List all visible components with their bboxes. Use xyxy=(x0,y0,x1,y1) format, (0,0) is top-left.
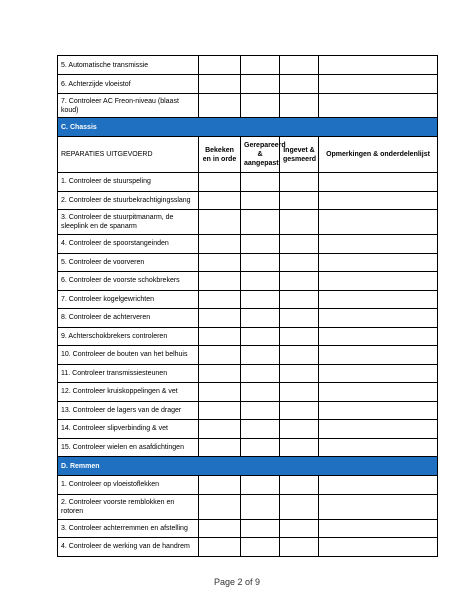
remarks-cell[interactable] xyxy=(319,327,438,346)
item-label: 13. Controleer de lagers van de drager xyxy=(58,401,199,420)
remarks-cell[interactable] xyxy=(319,56,438,75)
table-row xyxy=(58,519,438,538)
checked-ok-cell[interactable] xyxy=(199,494,241,519)
greased-cell[interactable] xyxy=(280,309,319,328)
greased-cell[interactable] xyxy=(280,364,319,383)
repaired-cell[interactable] xyxy=(241,476,280,495)
repaired-cell[interactable] xyxy=(241,56,280,75)
greased-cell[interactable] xyxy=(280,235,319,254)
item-label: 5. Controleer de voorveren xyxy=(58,253,199,272)
repaired-cell[interactable] xyxy=(241,364,280,383)
repaired-cell[interactable] xyxy=(241,438,280,457)
table-row xyxy=(58,290,438,309)
repaired-cell[interactable] xyxy=(241,383,280,402)
header-col1: Bekeken en in orde xyxy=(199,137,241,173)
repaired-cell[interactable] xyxy=(241,519,280,538)
item-label: 9. Achterschokbrekers controleren xyxy=(58,327,199,346)
table-row xyxy=(58,272,438,291)
item-label: 4. Controleer de werking van de handrem xyxy=(58,538,199,557)
item-label: 1. Controleer op vloeistoflekken xyxy=(58,476,199,495)
checked-ok-cell[interactable] xyxy=(199,94,241,118)
repaired-cell[interactable] xyxy=(241,401,280,420)
header-col4: Opmerkingen & onderdelenlijst xyxy=(319,137,438,173)
greased-cell[interactable] xyxy=(280,210,319,235)
repaired-cell[interactable] xyxy=(241,94,280,118)
repaired-cell[interactable] xyxy=(241,75,280,94)
remarks-cell[interactable] xyxy=(319,476,438,495)
checked-ok-cell[interactable] xyxy=(199,438,241,457)
item-label: 6. Controleer de voorste schokbrekers xyxy=(58,272,199,291)
header-col3: Ingevet & gesmeerd xyxy=(280,137,319,173)
greased-cell[interactable] xyxy=(280,94,319,118)
greased-cell[interactable] xyxy=(280,401,319,420)
greased-cell[interactable] xyxy=(280,383,319,402)
table-row xyxy=(58,438,438,457)
item-label: 14. Controleer slipverbinding & vet xyxy=(58,420,199,439)
remarks-cell[interactable] xyxy=(319,438,438,457)
table-row xyxy=(58,253,438,272)
table-row xyxy=(58,494,438,519)
remarks-cell[interactable] xyxy=(319,383,438,402)
checked-ok-cell[interactable] xyxy=(199,253,241,272)
section-header xyxy=(58,457,438,476)
table-row xyxy=(58,191,438,210)
item-label: 2. Controleer de stuurbekrachtigingsslang xyxy=(58,191,199,210)
table-row xyxy=(58,94,438,118)
greased-cell[interactable] xyxy=(280,272,319,291)
repaired-cell[interactable] xyxy=(241,309,280,328)
checked-ok-cell[interactable] xyxy=(199,538,241,557)
item-label: 2. Controleer voorste remblokken en rotoren xyxy=(58,494,199,519)
repaired-cell[interactable] xyxy=(241,191,280,210)
greased-cell[interactable] xyxy=(280,420,319,439)
repaired-cell[interactable] xyxy=(241,290,280,309)
repaired-cell[interactable] xyxy=(241,253,280,272)
table-row xyxy=(58,364,438,383)
table-row xyxy=(58,327,438,346)
repaired-cell[interactable] xyxy=(241,235,280,254)
item-label: 11. Controleer transmissiesteunen xyxy=(58,364,199,383)
section-title: C. Chassis xyxy=(58,118,438,137)
item-label: 3. Controleer achterremmen en afstelling xyxy=(58,519,199,538)
repaired-cell[interactable] xyxy=(241,494,280,519)
item-label: 7. Controleer kogelgewrichten xyxy=(58,290,199,309)
table-row xyxy=(58,235,438,254)
checked-ok-cell[interactable] xyxy=(199,383,241,402)
checked-ok-cell[interactable] xyxy=(199,519,241,538)
remarks-cell[interactable] xyxy=(319,75,438,94)
page-number: Page 2 of 9 xyxy=(213,577,261,587)
greased-cell[interactable] xyxy=(280,438,319,457)
checked-ok-cell[interactable] xyxy=(199,272,241,291)
item-label: 4. Controleer de spoorstangeinden xyxy=(58,235,199,254)
greased-cell[interactable] xyxy=(280,173,319,192)
table-row xyxy=(58,210,438,235)
remarks-cell[interactable] xyxy=(319,309,438,328)
remarks-cell[interactable] xyxy=(319,272,438,291)
table-row xyxy=(58,346,438,365)
remarks-cell[interactable] xyxy=(319,420,438,439)
remarks-cell[interactable] xyxy=(319,173,438,192)
checked-ok-cell[interactable] xyxy=(199,290,241,309)
table-row xyxy=(58,75,438,94)
remarks-cell[interactable] xyxy=(319,519,438,538)
table-row xyxy=(58,538,438,557)
item-label: 1. Controleer de stuurspeling xyxy=(58,173,199,192)
item-label: 7. Controleer AC Freon-niveau (blaast koud) xyxy=(58,94,199,118)
table-row xyxy=(58,173,438,192)
table-row xyxy=(58,56,438,75)
remarks-cell[interactable] xyxy=(319,290,438,309)
checked-ok-cell[interactable] xyxy=(199,401,241,420)
section-header xyxy=(58,118,438,137)
item-label: 3. Controleer de stuurpitmanarm, de sleeplink en de spanarm xyxy=(58,210,199,235)
remarks-cell[interactable] xyxy=(319,191,438,210)
remarks-cell[interactable] xyxy=(319,494,438,519)
item-label: 15. Controleer wielen en asafdichtingen xyxy=(58,438,199,457)
repaired-cell[interactable] xyxy=(241,173,280,192)
checked-ok-cell[interactable] xyxy=(199,364,241,383)
item-label: 6. Achterzijde vloeistof xyxy=(58,75,199,94)
greased-cell[interactable] xyxy=(280,75,319,94)
repaired-cell[interactable] xyxy=(241,346,280,365)
inspection-table xyxy=(57,55,438,557)
checked-ok-cell[interactable] xyxy=(199,75,241,94)
item-label: 10. Controleer de bouten van het belhuis xyxy=(58,346,199,365)
repaired-cell[interactable] xyxy=(241,327,280,346)
greased-cell[interactable] xyxy=(280,476,319,495)
checked-ok-cell[interactable] xyxy=(199,210,241,235)
remarks-cell[interactable] xyxy=(319,364,438,383)
checked-ok-cell[interactable] xyxy=(199,420,241,439)
greased-cell[interactable] xyxy=(280,494,319,519)
checked-ok-cell[interactable] xyxy=(199,235,241,254)
checked-ok-cell[interactable] xyxy=(199,346,241,365)
header-col2: Gerepareerd & aangepast xyxy=(241,137,280,173)
repaired-cell[interactable] xyxy=(241,420,280,439)
section-title: D. Remmen xyxy=(58,457,438,476)
greased-cell[interactable] xyxy=(280,519,319,538)
table-row xyxy=(58,401,438,420)
greased-cell[interactable] xyxy=(280,538,319,557)
remarks-cell[interactable] xyxy=(319,94,438,118)
checked-ok-cell[interactable] xyxy=(199,191,241,210)
greased-cell[interactable] xyxy=(280,253,319,272)
remarks-cell[interactable] xyxy=(319,210,438,235)
greased-cell[interactable] xyxy=(280,56,319,75)
repaired-cell[interactable] xyxy=(241,272,280,291)
greased-cell[interactable] xyxy=(280,327,319,346)
remarks-cell[interactable] xyxy=(319,346,438,365)
repaired-cell[interactable] xyxy=(241,538,280,557)
table-row xyxy=(58,383,438,402)
remarks-cell[interactable] xyxy=(319,253,438,272)
greased-cell[interactable] xyxy=(280,346,319,365)
column-header-row xyxy=(58,137,438,173)
checked-ok-cell[interactable] xyxy=(199,327,241,346)
remarks-cell[interactable] xyxy=(319,235,438,254)
item-label: 8. Controleer de achterveren xyxy=(58,309,199,328)
greased-cell[interactable] xyxy=(280,290,319,309)
table-row xyxy=(58,476,438,495)
checked-ok-cell[interactable] xyxy=(199,56,241,75)
checked-ok-cell[interactable] xyxy=(199,309,241,328)
greased-cell[interactable] xyxy=(280,191,319,210)
header-title: REPARATIES UITGEVOERD xyxy=(58,137,199,173)
item-label: 5. Automatische transmissie xyxy=(58,56,199,75)
checked-ok-cell[interactable] xyxy=(199,476,241,495)
remarks-cell[interactable] xyxy=(319,538,438,557)
item-label: 12. Controleer kruiskoppelingen & vet xyxy=(58,383,199,402)
table-row xyxy=(58,420,438,439)
repaired-cell[interactable] xyxy=(241,210,280,235)
remarks-cell[interactable] xyxy=(319,401,438,420)
checked-ok-cell[interactable] xyxy=(199,173,241,192)
table-row xyxy=(58,309,438,328)
